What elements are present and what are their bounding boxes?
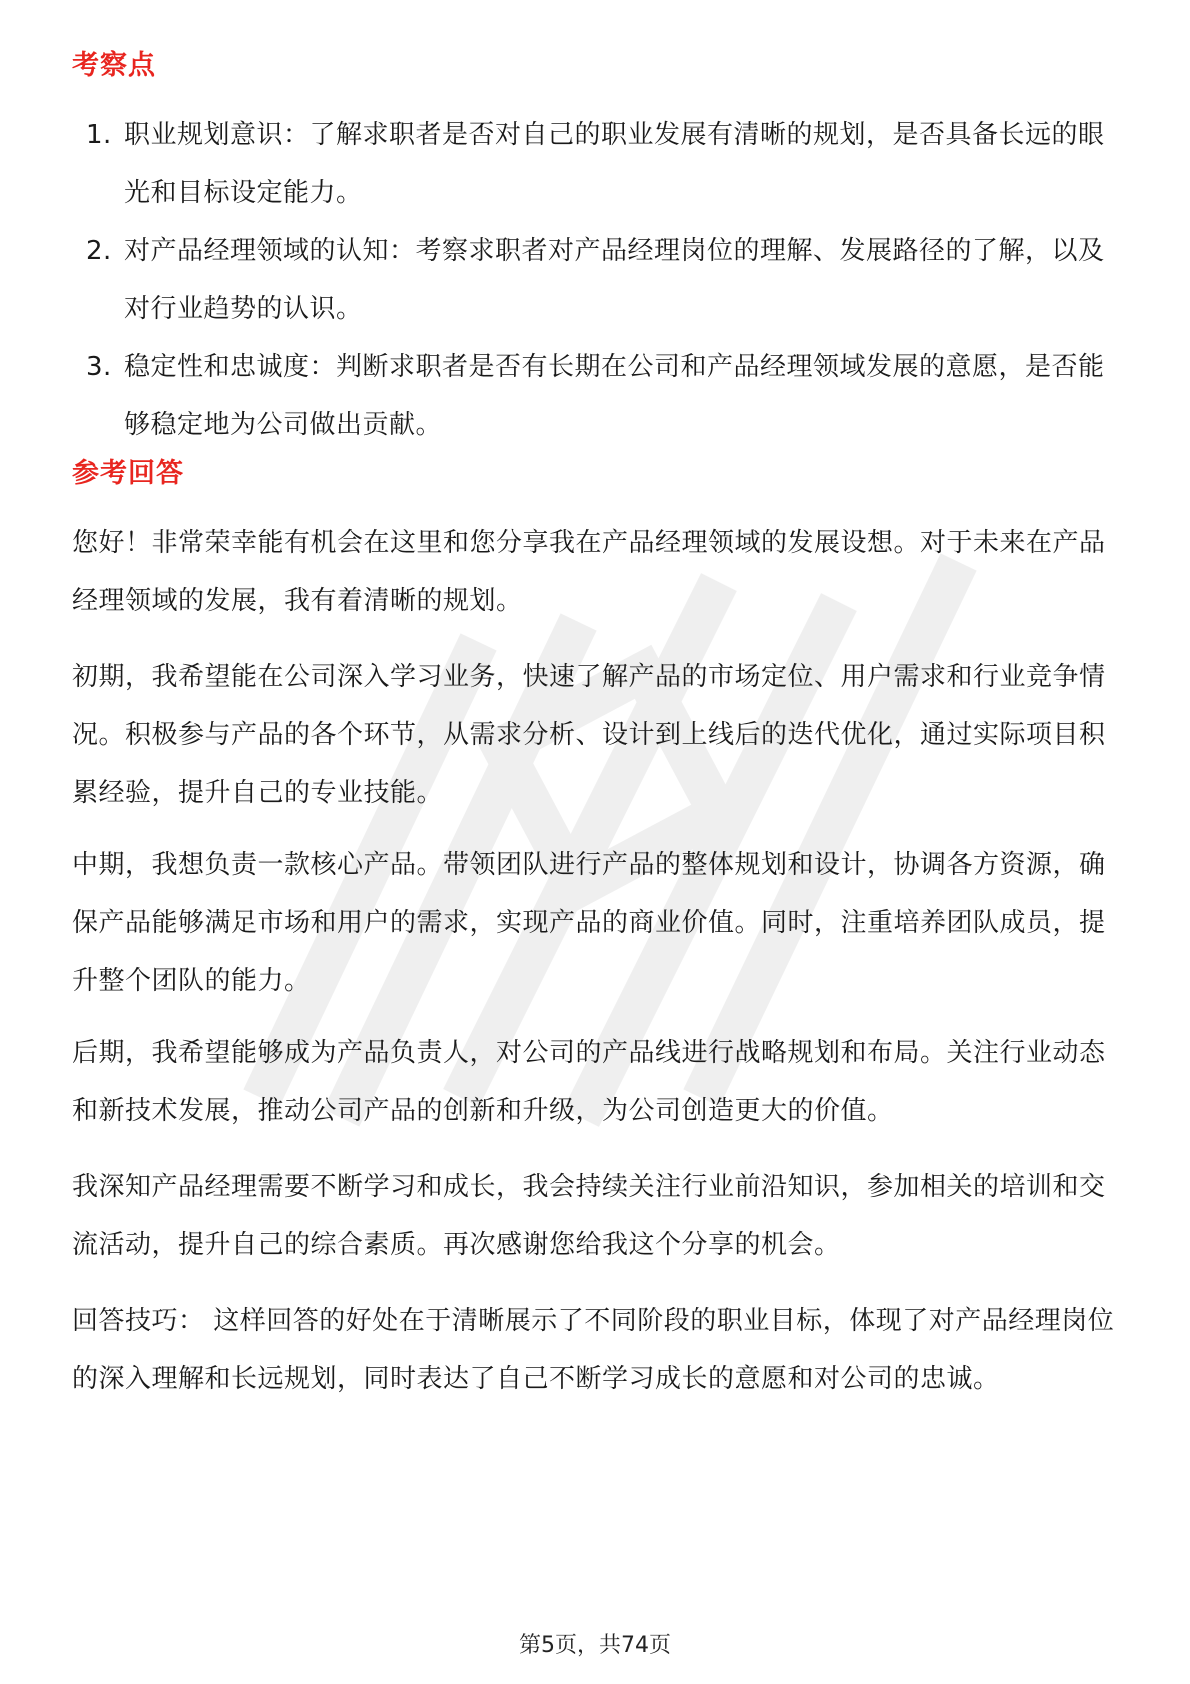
- list-item-text: 稳定性和忠诚度：判断求职者是否有长期在公司和产品经理领域发展的意愿，是否能够稳定地为公司做出贡献。: [124, 352, 1105, 440]
- answer-paragraph-intro: 您好！非常荣幸能有机会在这里和您分享我在产品经理领域的发展设想。对于未来在产品经理领域的发展，我有着清晰的规划。: [72, 528, 1106, 616]
- assessment-points-list: [72, 106, 1112, 454]
- list-item-number: 1.: [86, 120, 112, 150]
- section-title-assessment-points: 考察点: [72, 50, 156, 81]
- list-item: [72, 106, 1112, 222]
- list-item-number: 2.: [86, 236, 112, 266]
- answer-paragraph-late: 后期，我希望能够成为产品负责人，对公司的产品线进行战略规划和布局。关注行业动态和新技术发展，推动公司产品的创新和升级，为公司创造更大的价值。: [72, 1038, 1106, 1126]
- answer-paragraph-learning: 我深知产品经理需要不断学习和成长，我会持续关注行业前沿知识，参加相关的培训和交流活动，提升自己的综合素质。再次感谢您给我这个分享的机会。: [72, 1172, 1106, 1260]
- page-number: 第5页，共74页: [519, 1633, 671, 1658]
- answer-paragraph-early: 初期，我希望能在公司深入学习业务，快速了解产品的市场定位、用户需求和行业竞争情况。积极参与产品的各个环节，从需求分析、设计到上线后的迭代优化，通过实际项目积累经验，提升自己的专业技能。: [72, 662, 1106, 808]
- answer-paragraph-mid: 中期，我想负责一款核心产品。带领团队进行产品的整体规划和设计，协调各方资源，确保产品能够满足市场和用户的需求，实现产品的商业价值。同时，注重培养团队成员，提升整个团队的能力。: [72, 850, 1106, 996]
- list-item-text: 职业规划意识：了解求职者是否对自己的职业发展有清晰的规划，是否具备长远的眼光和目标设定能力。: [124, 120, 1105, 208]
- answer-tips-paragraph: 回答技巧： 这样回答的好处在于清晰展示了不同阶段的职业目标，体现了对产品经理岗位的深入理解和长远规划，同时表达了自己不断学习成长的意愿和对公司的忠诚。: [72, 1306, 1115, 1394]
- section-title-reference-answer: 参考回答: [72, 458, 184, 489]
- list-item: [72, 222, 1112, 338]
- list-item-text: 对产品经理领域的认知：考察求职者对产品经理岗位的理解、发展路径的了解，以及对行业趋势的认识。: [124, 236, 1105, 324]
- list-item: [72, 338, 1112, 454]
- list-item-number: 3.: [86, 352, 112, 382]
